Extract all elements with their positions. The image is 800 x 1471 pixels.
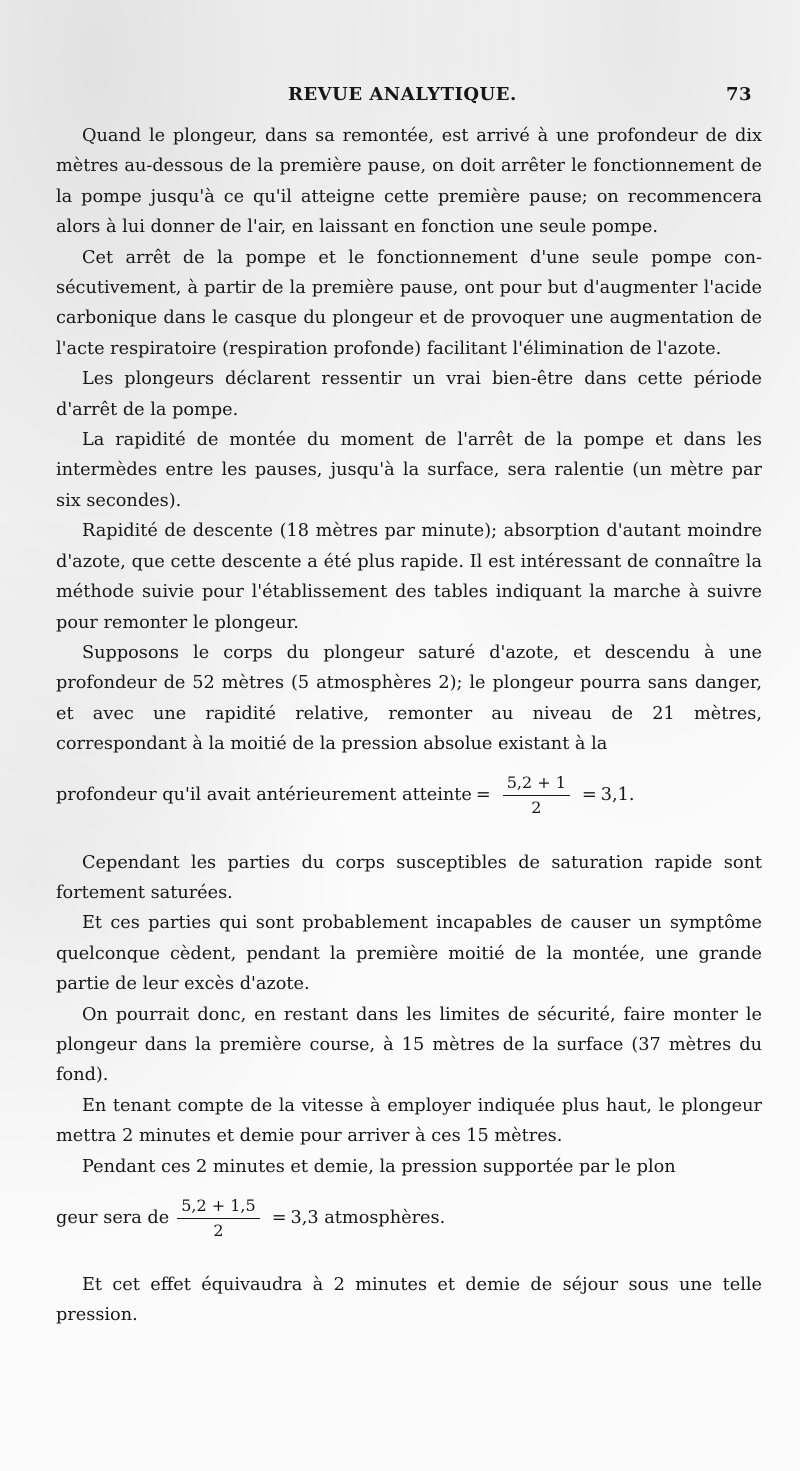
paragraph: Rapidité de descente (18 mètres par minute); absorption d'autant moindre d'azote, que cette descente a été plus rapide. Il est intéressant de connaître la méthode suivie pour l'établissement des tables indiquant la marche à suivre pour remonter le plongeur. <box>56 521 762 633</box>
page-number: 73 <box>725 84 752 105</box>
paragraph: Quand le plongeur, dans sa remontée, est arrivé à une profondeur de dix mètres au-dessous de la première pause, on doit arrêter le fonctionnement de la pompe jusqu'à ce qu'il atteigne cette première pause; on recommencera alors à lui donner de l'air, en laissant en fonction une seule pompe. <box>56 126 762 238</box>
paragraph: Cet arrêt de la pompe et le fonctionnement d'une seule pompe consécutivement, à partir de la première pause, ont pour but d'augmenter l'acide carbonique dans le casque du plongeur et de provoquer une augmentation de l'acte respiratoire (respiration profonde) facilitant l'élimination de l'azote. <box>56 247 762 359</box>
fraction-denominator: 2 <box>531 798 542 818</box>
paragraph: Pendant ces 2 minutes et demie, la pression supportée par le plon <box>82 1156 676 1177</box>
formula-result: 3,3 atmosphères. <box>290 1207 446 1228</box>
paragraph: Et ces parties qui sont probablement incapables de causer un symptôme quelconque cèdent, pendant la première moitié de la montée, une grande partie de leur excès d'azote. <box>56 913 762 995</box>
equals-sign: = <box>475 785 491 806</box>
fraction-numerator: 5,2 + 1,5 <box>177 1196 259 1219</box>
fraction <box>503 773 570 818</box>
paragraph: Les plongeurs déclarent ressentir un vrai bien-être dans cette période d'arrêt de la pompe. <box>56 369 762 420</box>
text-body <box>56 121 762 1331</box>
fraction-denominator: 2 <box>213 1220 224 1240</box>
paragraph: La rapidité de montée du moment de l'arrêt de la pompe et dans les intermèdes entre les pauses, jusqu'à la surface, sera ralentie (un mètre par six secondes). <box>56 430 762 511</box>
paragraph: En tenant compte de la vitesse à employer indiquée plus haut, le plongeur mettra 2 minutes et demie pour arriver à ces 15 mètres. <box>56 1095 762 1147</box>
formula-lead-text: geur sera de <box>56 1207 170 1228</box>
page-header <box>60 84 760 112</box>
formula-lead-text: profondeur qu'il avait antérieurement atteinte <box>56 785 472 806</box>
paragraph: Et cet effet équivaudra à 2 minutes et demie de séjour sous une telle pression. <box>56 1275 762 1326</box>
equals-sign: = <box>581 785 597 806</box>
fraction <box>177 1196 259 1241</box>
formula-line-pressure <box>56 1188 762 1248</box>
fraction-numerator: 5,2 + 1 <box>503 773 570 796</box>
equals-sign: = <box>271 1207 287 1228</box>
formula-line-depth <box>56 766 762 826</box>
paragraph: Supposons le corps du plongeur saturé d'azote, et descendu à une profondeur de 52 mètres (5 atmosphères 2); le plongeur pourra sans danger, et avec une rapidité relative, remonter au niveau de 21 mètres, correspondant à la moitié de la pression absolue existant à la <box>56 642 762 755</box>
running-title: REVUE ANALYTIQUE. <box>288 84 517 105</box>
paragraph: Cependant les parties du corps susceptibles de saturation rapide sont fortement saturées. <box>56 852 762 903</box>
paragraph: On pourrait donc, en restant dans les limites de sécurité, faire monter le plongeur dans la première course, à 15 mètres de la surface (37 mètres du fond). <box>56 1004 762 1086</box>
formula-result: 3,1. <box>600 785 635 806</box>
